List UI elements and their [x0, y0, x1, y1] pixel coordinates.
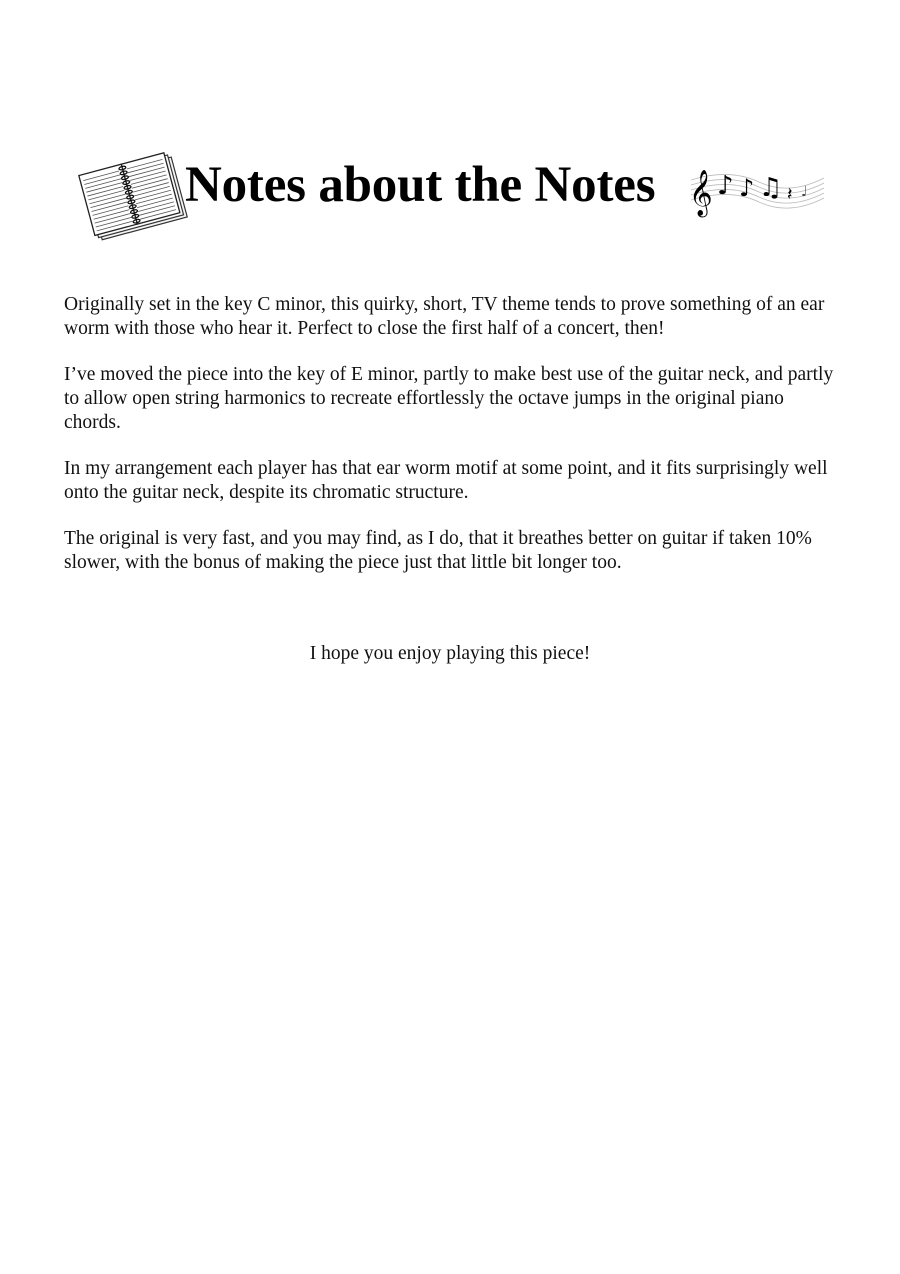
- music-notes-icon: [689, 158, 826, 220]
- closing-line: I hope you enjoy playing this piece!: [309, 643, 591, 664]
- notes-body: [64, 293, 844, 597]
- svg-text:♪: ♪: [717, 171, 734, 201]
- page-title: Notes about the Notes: [185, 157, 656, 213]
- svg-text:♫: ♫: [759, 173, 783, 203]
- paragraph-3: In my arrangement each player has that ear worm motif at some point, and it fits surprisingly well onto the guitar neck, despite its chromatic structure.: [64, 458, 828, 503]
- paragraph-1: Originally set in the key C minor, this quirky, short, TV theme tends to prove something of an ear worm with those who hear it. Perfect to close the first half of a concert, then!: [64, 294, 825, 339]
- svg-text:♪: ♪: [739, 174, 755, 202]
- paragraph-2: I’ve moved the piece into the key of E minor, partly to make best use of the guitar neck, and partly to allow open string harmonics to recreate effortlessly the octave jumps in the original piano chords.: [64, 364, 834, 433]
- paragraph-4: The original is very fast, and you may find, as I do, that it breathes better on guitar if taken 10% slower, with the bonus of making the piece just that little bit longer too.: [64, 528, 812, 573]
- header: [78, 150, 828, 250]
- svg-text:𝄞: 𝄞: [689, 170, 713, 216]
- svg-text:♩: ♩: [801, 184, 808, 200]
- notebook-icon: [78, 150, 190, 242]
- svg-text:𝄽: 𝄽: [787, 184, 793, 205]
